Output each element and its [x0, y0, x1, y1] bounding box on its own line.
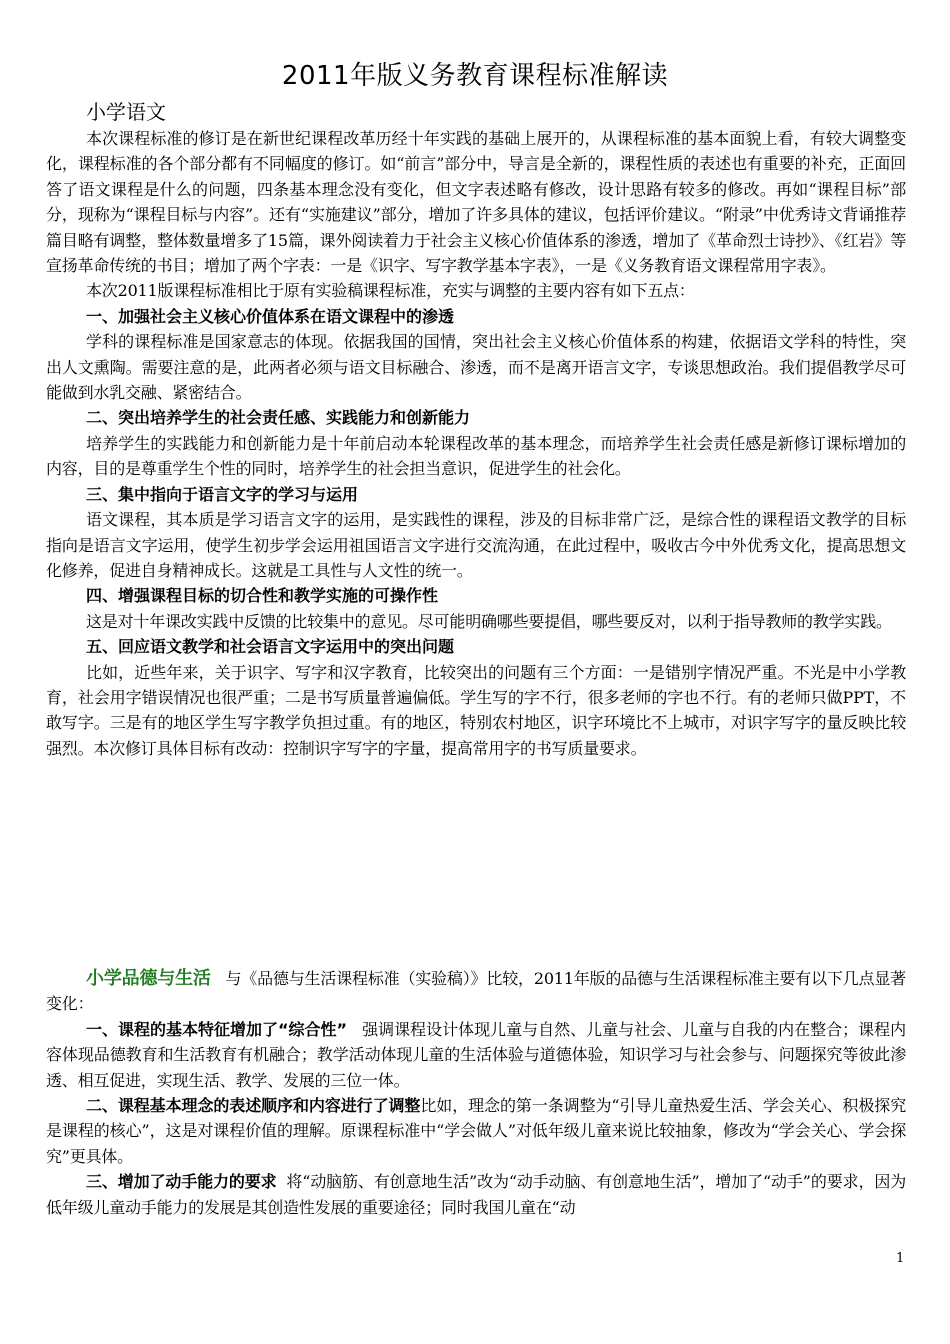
- paragraph: 比如，近些年来，关于识字、写字和汉字教育，比较突出的问题有三个方面：一是错别字情况严重。不光是中小学教育，社会用字错误情况也很严重；二是书写质量普遍偏低。学生写的字不行，很多老师的字也不行。有的老师只做PPT，不敢写字。三是有的地区学生写字教学负担过重。有的地区，特别农村地区，识字环境比不上城市，对识字写字的量反映比较强烈。本次修订具体目标有改动：控制识字写字的字量，提高常用字的书写质量要求。: [46, 662, 906, 758]
- paragraph: [46, 966, 906, 1017]
- section-heading-chinese: 小学语文: [86, 100, 166, 124]
- point-heading: 一、加强社会主义核心价值体系在语文课程中的渗透: [86, 306, 455, 326]
- section-morality-body: [46, 966, 906, 1220]
- section-heading-morality: 小学品德与生活: [86, 968, 211, 989]
- point-heading: 三、增加了动手能力的要求: [86, 1172, 277, 1192]
- point-heading: 一、课程的基本特征增加了“综合性”: [86, 1019, 347, 1039]
- point-heading: 五、回应语文教学和社会语言文字运用中的突出问题: [86, 637, 455, 657]
- paragraph: 培养学生的实践能力和创新能力是十年前启动本轮课程改革的基本理念，而培养学生社会责任感是新修订课标增加的内容，目的是尊重学生个性的同时，培养学生的社会担当意识，促进学生的社会化。: [46, 433, 906, 479]
- point-heading: 四、增强课程目标的切合性和教学实施的可操作性: [86, 586, 439, 606]
- point-body: 将“动脑筋、有创意地生活”改为“动手动脑、有创意地生活”，增加了“动手”的要求，因为低年级儿童动手能力的发展是其创造性发展的重要途径；同时我国儿童在“动: [46, 1172, 906, 1217]
- point-heading: 二、突出培养学生的社会责任感、实践能力和创新能力: [86, 408, 471, 428]
- point-heading: 二、课程基本理念的表述顺序和内容进行了调整: [86, 1096, 421, 1116]
- paragraph: [46, 1017, 906, 1093]
- section-chinese-body: [46, 126, 906, 761]
- paragraph: [46, 1093, 906, 1169]
- point-body: 强调课程设计体现儿童与自然、儿童与社会、儿童与自我的内在整合；课程内容体现品德教育和生活教育有机融合；教学活动体现儿童的生活体验与道德体验，知识学习与社会参与、问题探究等彼此渗透、相互促进，实现生活、教学、发展的三位一体。: [46, 1019, 906, 1090]
- page-title: 2011年版义务教育课程标准解读: [281, 61, 669, 91]
- point-body: 比如，理念的第一条调整为“引导儿童热爱生活、学会关心、积极探究是课程的核心”，这是对课程价值的理解。原课程标准中“学会做人”对低年级儿童来说比较抽象，修改为“学会关心、学会探究”更具体。: [46, 1096, 906, 1166]
- paragraph: 这是对十年课改实践中反馈的比较集中的意见。尽可能明确哪些要提倡，哪些要反对，以利于指导教师的教学实践。: [86, 611, 892, 631]
- section-intro: 与《品德与生活课程标准（实验稿）》比较，2011年版的品德与生活课程标准主要有以下几点显著变化：: [46, 969, 906, 1014]
- paragraph: [46, 1169, 906, 1220]
- point-heading: 三、集中指向于语言文字的学习与运用: [86, 484, 359, 504]
- paragraph: 学科的课程标准是国家意志的体现。依据我国的国情，突出社会主义核心价值体系的构建，依据语文学科的特性，突出人文熏陶。需要注意的是，此两者必须与语文目标融合、渗透，而不是离开语言文字，专谈思想政治。我们提倡教学尽可能做到水乳交融、紧密结合。: [46, 332, 906, 403]
- page-number: 1: [896, 1251, 905, 1266]
- paragraph: 语文课程，其本质是学习语言文字的运用，是实践性的课程，涉及的目标非常广泛，是综合性的课程语文教学的目标指向是语言文字运用，使学生初步学会运用祖国语言文字进行交流沟通，在此过程中，吸收古今中外优秀文化，提高思想文化修养，促进自身精神成长。这就是工具性与人文性的统一。: [46, 510, 906, 580]
- paragraph: 本次课程标准的修订是在新世纪课程改革历经十年实践的基础上展开的，从课程标准的基本面貌上看，有较大调整变化，课程标准的各个部分都有不同幅度的修订。如“前言”部分中，导言是全新的，课程性质的表述也有重要的补充，正面回答了语文课程是什么的问题，四条基本理念没有变化，但文字表述略有修改，设计思路有较多的修改。再如“课程目标”部分，现称为“课程目标与内容”。还有“实施建议”部分，增加了许多具体的建议，包括评价建议。“附录”中优秀诗文背诵推荐篇目略有调整，整体数量增多了15篇，课外阅读着力于社会主义核心价值体系的渗透，增加了《革命烈士诗抄》、《红岩》等宣扬革命传统的书目；增加了两个字表：一是《识字、写字教学基本字表》，一是《义务教育语文课程常用字表》。: [46, 129, 906, 276]
- paragraph: 本次2011版课程标准相比于原有实验稿课程标准，充实与调整的主要内容有如下五点：: [86, 281, 695, 301]
